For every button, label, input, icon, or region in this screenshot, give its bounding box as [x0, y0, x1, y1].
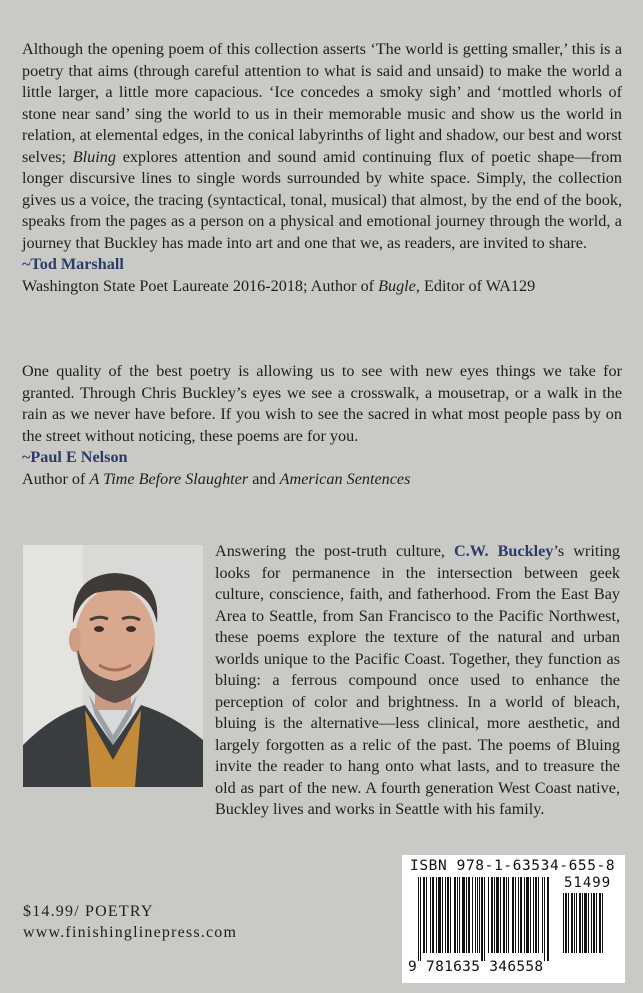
reviewer-credentials: [22, 276, 622, 298]
price-genre: $14.99/ POETRY: [23, 903, 154, 920]
credential-book-title: American Sentences: [279, 469, 411, 488]
bio-text: Answering the post-truth culture,: [215, 542, 455, 560]
blurb-text-part: Although the opening poem of this collection asserts ‘The world is getting smaller,’ this is a poetry that aims (through careful attention to what is said and unsaid) to make the world a little larger, a little more capacious. ‘Ice concedes a smoky sigh’ and ‘mottled whorls of stone near sand’ sing the world to us in their memorable music and show us the world in relation, at elemental edges, in the conical labyrinths of light and shadow, our best and worst selves;: [22, 40, 622, 166]
bio-text: ’s writing looks for permanence in the intersection between geek culture, conscience, faith, and fatherhood. From the East Bay Area to Seattle, from San Francisco to the Pacific Northwest, these poems explore the texture of the natural and urban worlds unique to the Pacific Coast. Together, they function as bluing: a ferrous compound once used to enhance the perception of color and brightness. In a world of bleach, bluing is the alternative—less clinical, more aesthetic, and largely forgotten as a relic of the past. The poems of Bluing invite the reader to hang onto what lasts, and to treasure the old as part of the new. A fourth generation West Coast native, Buckley lives and works in Seattle with his family.: [215, 542, 621, 818]
reviewer-name: ~Paul E Nelson: [22, 448, 128, 466]
reviewer-name: ~Tod Marshall: [22, 255, 124, 273]
blurb-text: One quality of the best poetry is allowing us to see with new eyes things we take for granted. Through Chris Buckley’s eyes we see a crosswalk, a mousetrap, or a walk in the rain as we never have before. If you wish to see the sacred in what most people pass by on the street without noticing, these poems are for you.: [22, 362, 622, 445]
ean-barcode-bars: [418, 877, 558, 961]
price-addon-bars: [563, 893, 619, 961]
credential-text: , Editor of WA129: [415, 276, 536, 295]
credential-text: Washington State Poet Laureate 2016-2018; Author of: [22, 276, 379, 295]
credential-book-title: A Time Before Slaughter: [89, 469, 249, 488]
review-blurb-nelson: [22, 361, 622, 490]
review-blurb-marshall: [22, 39, 622, 297]
isbn-label: ISBN 978-1-63534-655-8: [410, 858, 616, 874]
author-portrait-illustration: [23, 545, 203, 787]
author-photo: [23, 545, 203, 787]
author-name: C.W. Buckley: [454, 542, 554, 560]
isbn-barcode: [402, 855, 625, 983]
credential-text: and: [248, 469, 280, 488]
blurb-text: [22, 39, 622, 254]
publisher-website: www.finishinglinepress.com: [23, 924, 238, 941]
book-title-italic: Bluing: [72, 147, 116, 166]
ean-digits: 9 781635 346558: [408, 959, 544, 975]
blurb-text-part: explores attention and sound amid continuing flux of poetic shape—from longer discursive lines to single words surrounded by white space. Simply, the collection gives us a voice, the tracing (syntactical, tonal, musical) that almost, by the end of the book, speaks from the pages as a person on a physical and emotional journey through the world, a journey that Buckley has made into art and one that we, as readers, are invited to share.: [22, 147, 622, 252]
credential-text: Author of: [22, 469, 90, 488]
price-code: 51499: [564, 875, 612, 891]
author-bio: [215, 541, 620, 821]
reviewer-credentials: [22, 469, 622, 491]
credential-book-title: Bugle: [378, 276, 416, 295]
